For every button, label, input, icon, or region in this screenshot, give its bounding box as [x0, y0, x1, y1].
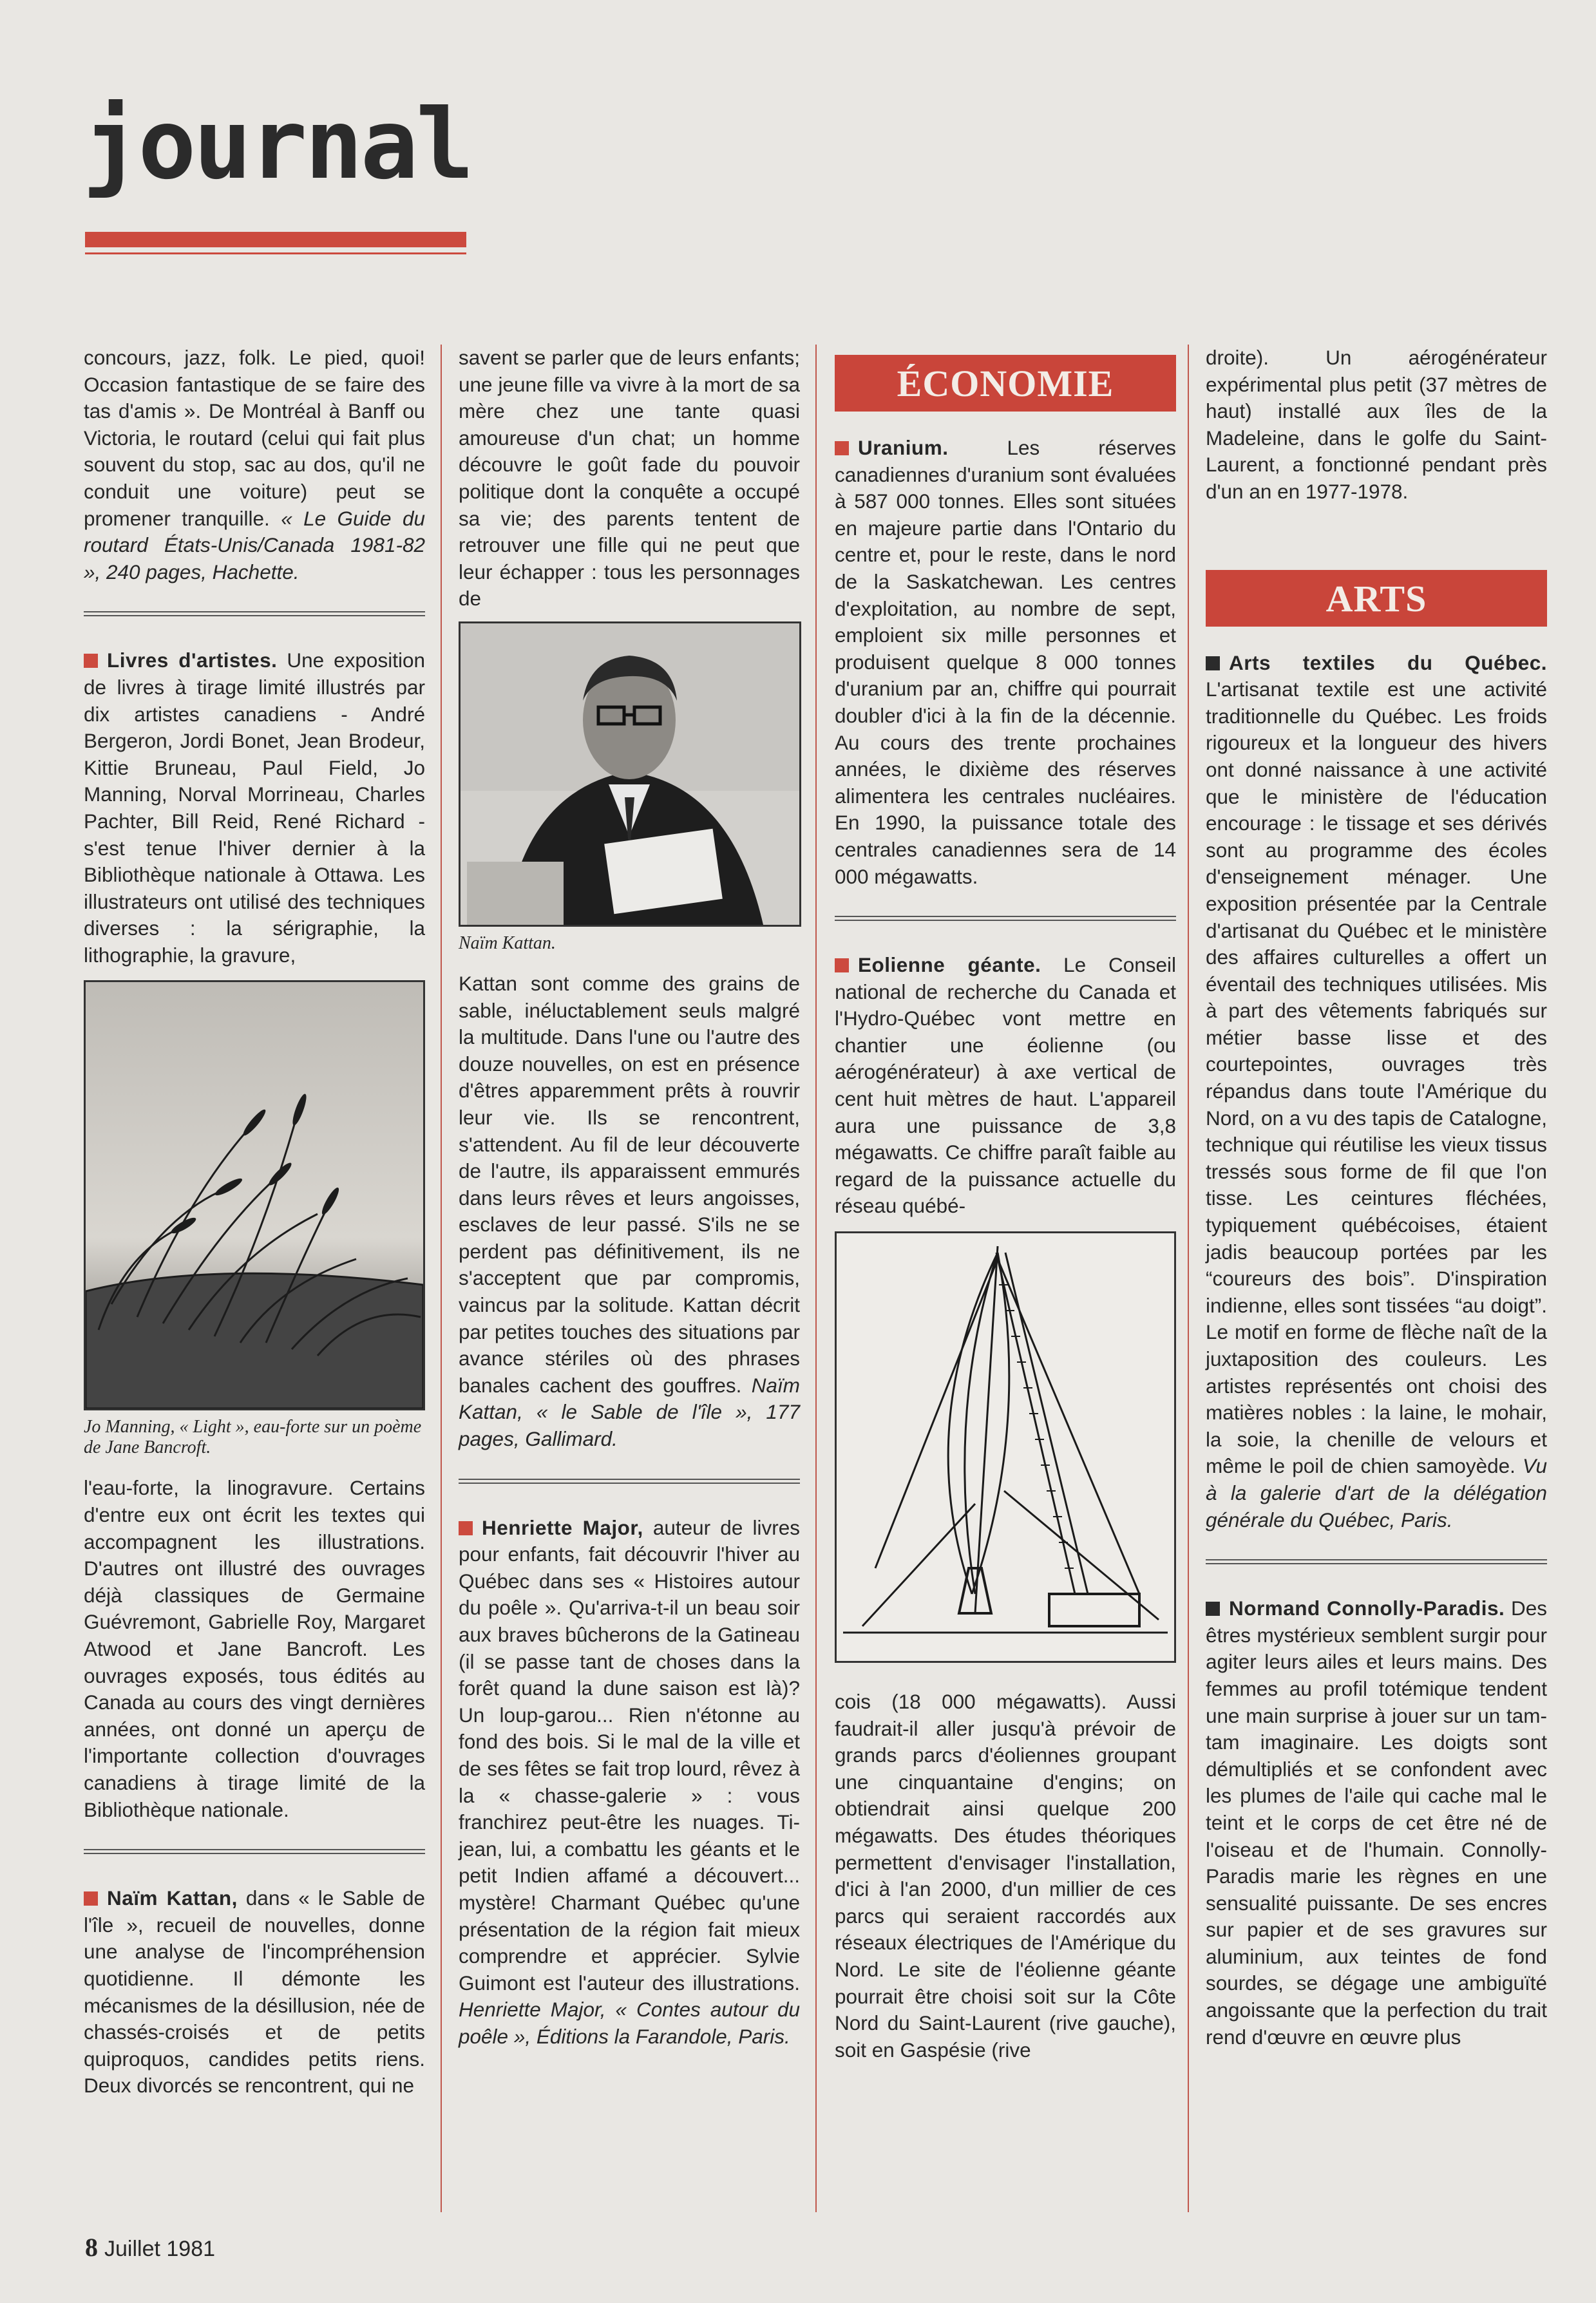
- masthead-title: journal: [82, 89, 472, 201]
- article-lead: Arts textiles du Québec.: [1229, 650, 1547, 674]
- bullet-square-icon: [835, 441, 849, 455]
- kattan-photo: [459, 621, 801, 927]
- paragraph: l'eau-forte, la linogravure. Certains d'entre eux ont écrit les textes qui accompagnent les illustrations. D'autres ont illustré des ouvrages déjà classiques de Germaine Guévremont, Gabrielle Roy, Margaret Atwood et Jane Bancroft. Les ouvrages exposés, tous édités au Canada au cours des vingt dernières années, ont donné un aperçu de l'importante collection d'ouvrages canadiens à tirage limité de la Bibliothèque nationale.: [84, 1476, 425, 1821]
- article-connolly: Normand Connolly-Paradis. Des êtres mystérieux semblent surgir pour agiter leurs ailes et leurs mains. Des femmes au profil totémique tendent une main surprise à jouer sur un tam-tam imaginaire. Les doigts sont démultipliés et se confondent avec les plumes de l'aile qui cache mal le teint et le corps de cet être né de l'oiseau et de l'humain. Connolly-Paradis marie les règnes en une sensualité puissante. De ses encres sur papier et de ses gravures sur aluminium, aux teintes de fond sourdes, se dégage une ambiguïté angoissante que la perfection du trait rend d'œuvre en œuvre plus: [1206, 1597, 1547, 2049]
- article-uranium: Uranium. Les réserves canadiennes d'uranium sont évaluées à 587 000 tonnes. Elles sont situées en majeure partie dans l'Ontario du centre et, pour le reste, dans le nord de la Saskatchewan. Les centres d'exploitation, au nombre de sept, emploient six mille personnes et produisent quelque 8 000 tonnes d'uranium par an, chiffre qui pourrait doubler d'ici à la fin de la décennie. Au cours des trente prochaines années, le dixième des réserves alimentera les centrales nucléaires. En 1990, la puissance totale des centrales canadiennes sera de 14 000 mégawatts.: [835, 436, 1176, 888]
- column-4: [1206, 345, 1547, 2051]
- reference: Vu à la galerie d'art de la délégation générale du Québec, Paris.: [1206, 1454, 1547, 1531]
- etching-image: [84, 980, 425, 1410]
- issue-date: Juillet 1981: [104, 2237, 216, 2261]
- page-footer: [85, 2232, 215, 2262]
- paragraph: droite). Un aérogénérateur expérimental plus petit (37 mètres de haut) installé aux îles de la Madeleine, dans le golfe du Saint-Laurent, a fonctionné pendant près d'un an en 1977-1978.: [1206, 346, 1547, 503]
- article-lead: Henriette Major,: [482, 1515, 643, 1539]
- article-textiles: Arts textiles du Québec. L'artisanat textile est une activité traditionnelle du Québec. Les froids rigoureux et la longueur des hivers ont donné naissance à une activité que le ministère de l'éducation encourage : le tissage et ses dérivés sont au programme des écoles d'enseignement ménager. Une exposition présentée par la Centrale d'artisanat du Québec et le ministère des affaires culturelles a offert un éventail des techniques utilisées. Mis à part des vêtements fabriqués sur métier basse lisse et des courtepointes, ouvrages très répandus dans toute l'Amérique du Nord, on a vu des tapis de Catalogne, technique qui réutilise les vieux tissus tressés sous forme de fil que l'on tisse. Les ceintures fléchées, typiquement québécoises, étaient jadis beaucoup portées par les “coureurs des bois”. D'inspiration indienne, elles sont tissées “au doigt”. Le motif en forme de flèche naît de la juxtaposition des couleurs. Les artistes représentés ont choisi des matières nobles : la laine, le mohair, la soie, la chenille de velours et même le poil de chien samoyède. Vu à la galerie d'art de la délégation générale du Québec, Paris.: [1206, 650, 1547, 1531]
- masthead-red-rule: [85, 252, 466, 254]
- article-livres: Livres d'artistes. Une exposition de livres à tirage limité illustrés par dix artistes canadiens - André Bergeron, Jordi Bonet, Jean Brodeur, Kittie Bruneau, Paul Field, Jo Manning, Norval Morrineau, Charles Pachter, Bill Reid, René Richard - s'est tenue l'hiver dernier à la Bibliothèque nationale à Ottawa. Les illustrateurs ont utilisé des techniques diverses : la sérigraphie, la lithographie, la gravure,: [84, 649, 425, 967]
- article-lead: Naïm Kattan,: [107, 1886, 238, 1910]
- article-separator: [84, 1849, 425, 1854]
- column-3: [835, 345, 1176, 2063]
- wind-turbine-drawing: [835, 1231, 1176, 1663]
- section-banner-arts: ARTS: [1206, 570, 1547, 627]
- article-kattan: Naïm Kattan, dans « le Sable de l'île », recueil de nouvelles, donne une analyse de l'incompréhension quotidienne. Il démonte les mécanismes de la désillusion, née de chassés-croisés et de petits quiproquos, candides petits riens. Deux divorcés se rencontrent, qui ne: [84, 1886, 425, 2098]
- paragraph: savent se parler que de leurs enfants; une jeune fille va vivre à la mort de sa mère chez une tante quasi amoureuse d'un chat; un homme découvre le goût fade du pouvoir politique dont la conquête a occupé sa vie; des parents tentent de retrouver une fille qui ne peut que leur échapper : tous les personnages de: [459, 346, 800, 611]
- column-1: [84, 345, 425, 2099]
- section-banner-economie: ÉCONOMIE: [835, 355, 1176, 412]
- article-lead: Normand Connolly-Paradis.: [1229, 1597, 1505, 1620]
- column-rule: [815, 345, 817, 2212]
- paragraph: Kattan sont comme des grains de sable, inéluctablement seuls malgré la multitude. Dans l'une ou l'autre des douze nouvelles, on est en présence d'êtres apparemment prêts à rouvrir leur vie. Ils se rencontrent, s'attendent. Au fil de leur découverte de l'autre, ils apparaissent emmurés dans leurs rêves et leurs angoisses, esclaves de leur passé. S'ils ne se perdent pas définitivement, ils ne s'acceptent que par compromis, vaincus par la solitude. Kattan décrit par petites touches des situations par avance stériles où des phrases banales cachent des gouffres. Naïm Kattan, « le Sable de l'île », 177 pages, Gallimard.: [459, 971, 800, 1451]
- article-lead: Livres d'artistes.: [107, 649, 278, 672]
- bullet-square-icon: [459, 1521, 473, 1535]
- reference: Naïm Kattan, « le Sable de l'île », 177 pages, Gallimard.: [459, 1373, 800, 1451]
- reference: Henriette Major, « Contes autour du poêle », Éditions la Farandole, Paris.: [459, 1998, 800, 2048]
- bullet-square-icon: [1206, 656, 1220, 670]
- article-major: Henriette Major, auteur de livres pour enfants, fait découvrir l'hiver au Québec dans ses « Histoires autour du poêle ». Qu'arriva-t-il un beau soir aux braves bûcherons de la Gatineau (il se passe tant de choses dans la forêt quand la dune saison est là)? Un loup-garou... Rien n'étonne au fond des bois. Si le mal de la ville et de ses fêtes se fait trop lourd, rêvez à la « chasse-galerie » : vous franchirez peut-être les nuages. Ti-jean, lui, a combattu les géants et le petit Indien affamé a découvert... mystère! Charmant Québec qu'une présentation de la région fait mieux comprendre et apprécier. Sylvie Guimont est l'auteur des illustrations. Henriette Major, « Contes autour du poêle », Éditions la Farandole, Paris.: [459, 1515, 800, 2048]
- bullet-square-icon: [84, 654, 98, 668]
- column-rule: [441, 345, 442, 2212]
- bullet-square-icon: [835, 958, 849, 972]
- bullet-square-icon: [1206, 1602, 1220, 1616]
- page-number: 8: [85, 2233, 98, 2262]
- masthead-red-bar: [85, 232, 466, 247]
- column-rule: [1188, 345, 1189, 2212]
- bullet-square-icon: [84, 1891, 98, 1906]
- article-separator: [459, 1479, 800, 1484]
- photo-caption: Naïm Kattan.: [459, 933, 556, 953]
- reference: « Le Guide du routard États-Unis/Canada 1981-82 », 240 pages, Hachette.: [84, 506, 425, 583]
- article-separator: [835, 916, 1176, 921]
- article-separator: [1206, 1559, 1547, 1564]
- etching-caption: Jo Manning, « Light », eau-forte sur un poème de Jane Bancroft.: [84, 1417, 422, 1458]
- article-lead: Eolienne géante.: [858, 953, 1041, 977]
- article-separator: [84, 611, 425, 616]
- paragraph: cois (18 000 mégawatts). Aussi faudrait-il aller jusqu'à prévoir de grands parcs d'éoliennes groupant une cinquantaine d'engins; on obtiendrait ainsi quelque 200 mégawatts. Des études théoriques permettent d'envisager l'installation, d'ici à l'an 2000, d'un millier de ces parcs qui seraient raccordés aux réseaux électriques de l'Amérique du Nord. Le site de l'éolienne géante pourrait être choisi soit sur la Côte Nord du Saint-Laurent (rive gauche), soit en Gaspésie (rive: [835, 1690, 1176, 2061]
- article-lead: Uranium.: [858, 436, 949, 459]
- article-eolienne: Eolienne géante. Le Conseil national de recherche du Canada et l'Hydro-Québec vont mettre en chantier une éolienne (ou aérogénérateur) à axe vertical de cent huit mètres de haut. L'appareil aura une puissance de 3,8 mégawatts. Ce chiffre paraît faible au regard de la puissance actuelle du réseau québé-: [835, 953, 1176, 1218]
- paragraph: concours, jazz, folk. Le pied, quoi! Occasion fantastique de se faire des tas d'amis ». De Montréal à Banff ou Victoria, le routard (celui qui fait plus souvent du stop, sac au dos, qu'il ne conduit une voiture) peut se promener tranquille. « Le Guide du routard États-Unis/Canada 1981-82 », 240 pages, Hachette.: [84, 346, 425, 583]
- column-2: [459, 345, 800, 2051]
